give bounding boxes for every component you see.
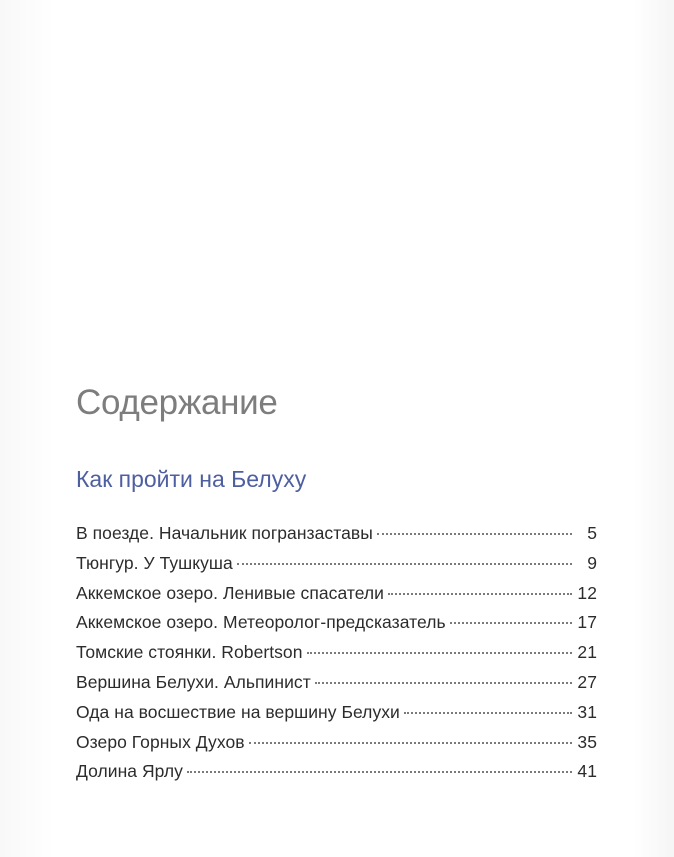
section-heading: Как пройти на Белуху xyxy=(76,466,307,492)
toc-entry xyxy=(76,612,597,642)
toc-entry xyxy=(76,642,597,672)
toc-entry-page: 41 xyxy=(577,761,597,782)
toc-entry-page: 5 xyxy=(587,523,597,543)
dot-leader xyxy=(404,712,572,714)
dot-leader xyxy=(249,742,572,744)
dot-leader xyxy=(377,533,572,535)
toc-entry-title: Тюнгур. У Тушкуша xyxy=(76,552,233,573)
dot-leader xyxy=(315,682,572,684)
toc-entry xyxy=(76,761,597,791)
toc-entry-page: 21 xyxy=(577,642,597,663)
dot-leader xyxy=(237,563,572,565)
dot-leader xyxy=(307,652,572,654)
toc-entry xyxy=(76,702,597,732)
toc-entry xyxy=(76,732,597,762)
toc-entry-page: 31 xyxy=(577,701,597,722)
toc-entry-title: Ода на восшествие на вершину Белухи xyxy=(76,701,400,722)
dot-leader xyxy=(187,771,572,773)
toc-entry-title: В поезде. Начальник погранзаставы xyxy=(76,523,373,543)
toc-entry-title: Долина Ярлу xyxy=(76,761,183,782)
toc-entry-title: Аккемское озеро. Ленивые спасатели xyxy=(76,582,385,603)
toc-entry xyxy=(76,523,597,553)
toc-entry-page: 12 xyxy=(577,582,597,603)
toc-entry xyxy=(76,553,597,583)
toc-entry-page: 17 xyxy=(577,612,597,633)
toc-entry-page: 27 xyxy=(577,671,597,692)
table-of-contents xyxy=(76,523,597,791)
toc-entry-page: 9 xyxy=(587,552,597,573)
toc-entry-page: 35 xyxy=(577,731,597,752)
toc-entry xyxy=(76,583,597,613)
toc-entry-title: Вершина Белухи. Альпинист xyxy=(76,671,311,692)
toc-entry xyxy=(76,672,597,702)
toc-entry-title: Томские стоянки. Robertson xyxy=(76,642,303,663)
toc-entry-title: Аккемское озеро. Метеоролог-предсказатель xyxy=(76,612,446,633)
toc-entry-title: Озеро Горных Духов xyxy=(76,731,245,752)
dot-leader xyxy=(388,593,572,595)
contents-title: Содержание xyxy=(76,383,278,422)
dot-leader xyxy=(450,622,572,624)
